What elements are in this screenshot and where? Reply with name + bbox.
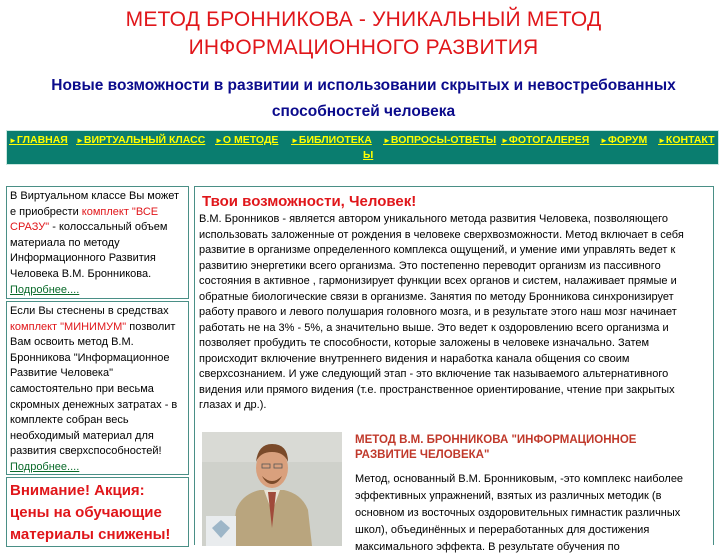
arrow-right-icon: ► xyxy=(658,136,666,145)
promo-alert: Внимание! Акция: цены на обучающие материалы снижены! xyxy=(6,477,189,547)
nav-link-virtual-class[interactable]: ►ВИРТУАЛЬНЫЙ КЛАСС xyxy=(76,134,206,146)
arrow-right-icon: ► xyxy=(383,136,391,145)
section-heading: Твои возможности, Человек! xyxy=(202,193,417,210)
nav-link-contacts-wrap[interactable]: Ы xyxy=(363,149,374,161)
page-title-line1: МЕТОД БРОННИКОВА - УНИКАЛЬНЫЙ МЕТОД xyxy=(125,8,602,31)
nav-link-forum[interactable]: ►ФОРУМ xyxy=(600,134,648,146)
author-photo xyxy=(202,432,342,546)
method-paragraph: Метод, основанный В.М. Бронниковым, -это комплекс наиболее эффективных упражнений, взятых из различных методик (в основном из восточных оздоровительных гимнастик различных школ), объединённых и переработанных для достижения максимального эффекта. В результате обучения по xyxy=(355,473,684,553)
page-title-line2: ИНФОРМАЦИОННОГО РАЗВИТИЯ xyxy=(188,36,539,59)
arrow-right-icon: ► xyxy=(291,136,299,145)
nav-link-photo-gallery[interactable]: ►ФОТОГАЛЕРЕЯ xyxy=(501,134,590,146)
nav-link-home[interactable]: ►ГЛАВНАЯ xyxy=(9,134,68,146)
nav-link-library[interactable]: ►БИБЛИОТЕКА xyxy=(291,134,372,146)
nav-link-about-method[interactable]: ►О МЕТОДЕ xyxy=(215,134,279,146)
arrow-right-icon: ► xyxy=(9,136,17,145)
main-content xyxy=(194,186,714,553)
method-heading: МЕТОД В.М. БРОННИКОВА "ИНФОРМАЦИОННОЕ РАЗВИТИЕ ЧЕЛОВЕКА" xyxy=(355,434,637,461)
arrow-right-icon: ► xyxy=(215,136,223,145)
arrow-right-icon: ► xyxy=(600,136,608,145)
author-photo-image xyxy=(202,432,342,546)
nav-link-contacts[interactable]: ►КОНТАКТ xyxy=(658,134,715,146)
page-subtitle xyxy=(30,73,697,125)
offer-box-full-set: В Виртуальном классе Вы может е приобрести комплект "ВСЕ СРАЗУ" - колоссальный объем материала по методу Информационного Развития Человека В.М. Бронникова. Подробнее.... xyxy=(6,186,189,299)
intro-paragraph: В.М. Бронников - является автором уникального метода развития Человека, позволяющего использовать заложенные от рождения в человеке сверхвозможности. Метод включает в себя развитие в организме определенного комплекса ощущений, и умение ими управлять ведет к развитию энергетики всего организма. Это постепенно переводит организм из пассивного состояния в активное , гармонизирует функции всех органов и систем, налаживает прямые и обратные биологические связи в организме. Занятия по методу Бронникова синхронизирует работу правого и левого полушария головного мозга, и в результате этого наш мозг начинает работать не на 3% - 5%, а значительно выше. Это ведет к оздоровлению всего организма и позволяет пробудить те способности, которые заложены в человеке изначально. Затем происходит включение внутреннего видения и наработка канала общения со своим сверхсознанием. И уже следующий этап - это включение так называемого альтернативного видения или прямого видения (т.е. пространственное ориентирование, чтение при закрытых глазах и др.). xyxy=(199,213,684,411)
offer-highlight: комплект "МИНИМУМ" xyxy=(10,320,127,333)
more-link[interactable]: Подробнее.... xyxy=(10,460,80,473)
page-title xyxy=(0,6,727,62)
nav-link-faq[interactable]: ►ВОПРОСЫ-ОТВЕТЫ xyxy=(383,134,497,146)
page-subtitle-line2: способностей человека xyxy=(271,103,456,120)
arrow-right-icon: ► xyxy=(501,136,509,145)
offer-box-minimum: Если Вы стеснены в средствах комплект "МИНИМУМ" позволит Вам освоить метод В.М. Бронникова "Информационное Развитие Человека" самостоятельно при весьма скромных денежных затратах - в комплекте собран весь необходимый материал для развития сверхспособностей! Подробнее.... xyxy=(6,301,189,475)
arrow-right-icon: ► xyxy=(76,136,84,145)
more-link[interactable]: Подробнее.... xyxy=(10,283,80,296)
offer-highlight: комплект "ВСЕ СРАЗУ" xyxy=(10,205,159,234)
page-subtitle-line1: Новые возможности в развитии и использовании скрытых и невостребованных xyxy=(51,77,676,94)
main-navigation xyxy=(6,130,719,165)
